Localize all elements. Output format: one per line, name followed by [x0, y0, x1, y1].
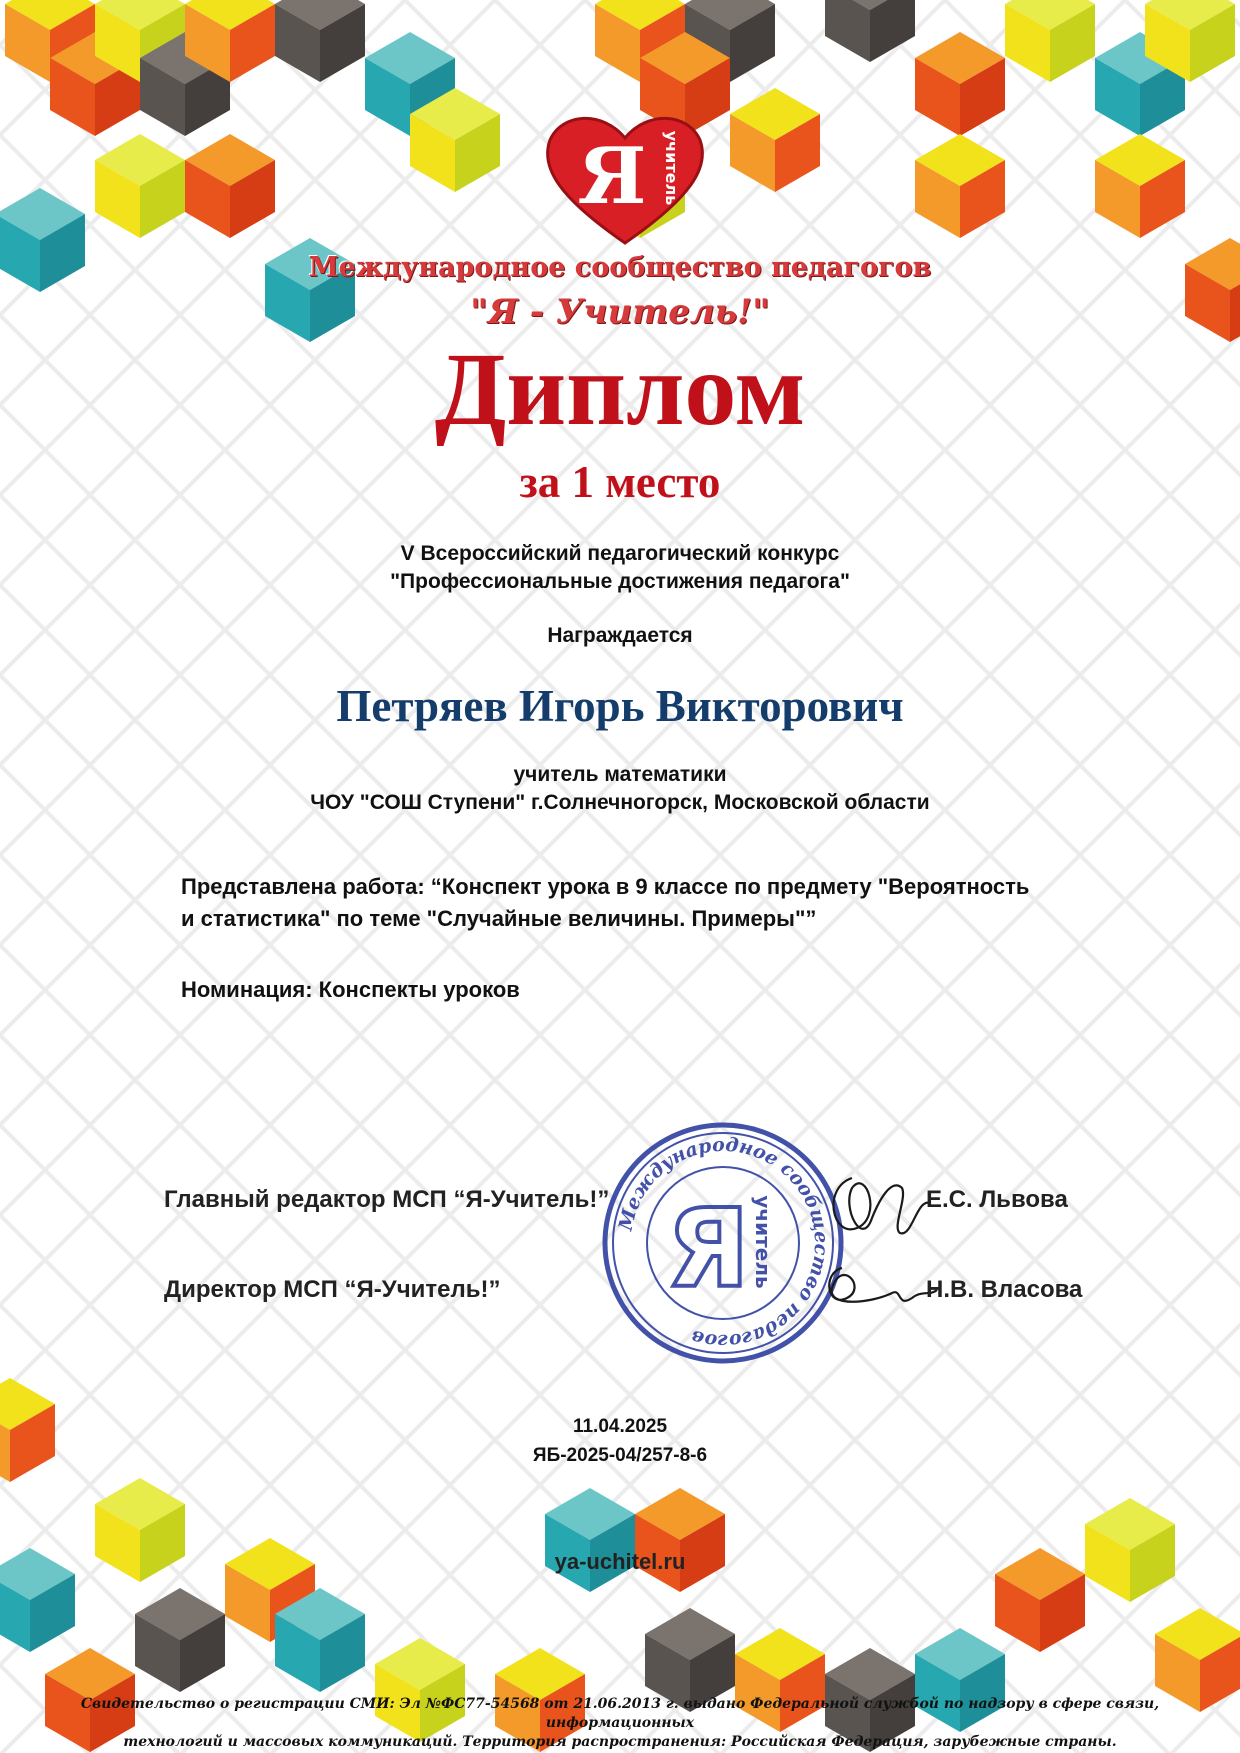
org-name-quoted: "Я - Учитель!"	[470, 292, 770, 332]
work-line1: Представлена работа: “Конспект урока в 9 классе по предмету "Вероятность	[181, 874, 1030, 899]
contest-line2: "Профессиональные достижения педагога"	[390, 570, 850, 593]
diploma-place: за 1 место	[519, 457, 721, 507]
diploma-title: Диплом	[434, 332, 806, 447]
issue-date: 11.04.2025	[572, 1416, 668, 1437]
contest-name	[0, 540, 1240, 596]
signature-name-director: Н.В. Власова	[926, 1276, 1083, 1303]
recipient-details	[0, 761, 1240, 817]
logo-letter: Я	[577, 131, 647, 222]
stamp-letter: Я	[666, 1187, 750, 1312]
work-description	[181, 871, 1101, 935]
nomination: Номинация: Конспекты уроков	[181, 977, 520, 1002]
stamp-word: учитель	[751, 1195, 775, 1289]
footer-line2: технологий и массовых коммуникаций. Территория распространения: Российская Федерация, зарубежные страны.	[123, 1734, 1117, 1750]
document-number: ЯБ-2025-04/257-8-6	[532, 1445, 708, 1466]
recipient-institution: ЧОУ "СОШ Ступени" г.Солнечногорск, Московской области	[310, 791, 930, 814]
recipient-position: учитель математики	[513, 763, 727, 786]
logo-word: учитель	[662, 130, 681, 206]
signature-scribbles	[812, 1158, 942, 1338]
work-line2: и статистика" по теме "Случайные величины. Примеры"”	[181, 906, 817, 931]
registration-footer	[40, 1695, 1200, 1752]
signature-name-editor: Е.С. Львова	[926, 1186, 1068, 1213]
awarded-label: Награждается	[547, 624, 693, 647]
recipient-name: Петряев Игорь Викторович	[336, 681, 904, 731]
signature-role-editor: Главный редактор МСП “Я-Учитель!”	[164, 1186, 610, 1213]
footer-line1: Свидетельство о регистрации СМИ: Эл №ФС77-54568 от 21.06.2013 г. выдано Федеральной службой по надзору в сфере связи, информационных	[80, 1696, 1160, 1731]
signature-role-director: Директор МСП “Я-Учитель!”	[164, 1276, 501, 1303]
contest-line1: V Всероссийский педагогический конкурс	[400, 542, 840, 565]
org-logo	[540, 108, 710, 248]
org-name: Международное сообщество педагогов	[308, 252, 932, 283]
official-stamp	[598, 1118, 848, 1368]
stamp-ring-text: Международное сообщество педагогов	[614, 1133, 833, 1353]
website-link[interactable]: ya-uchitel.ru	[554, 1549, 686, 1574]
